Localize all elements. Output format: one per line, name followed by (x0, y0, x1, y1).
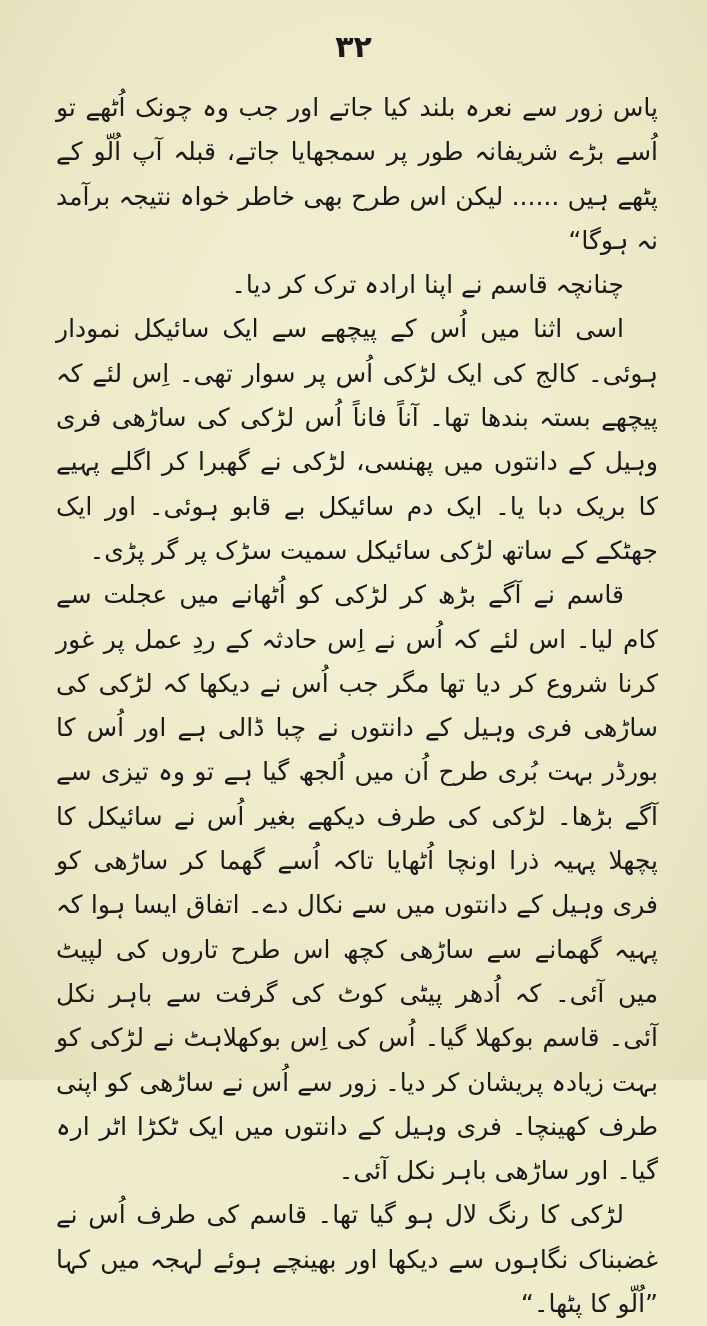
paragraph: پاس زور سے نعرہ بلند کیا جاتے اور جب وہ چونک اُٹھے تو اُسے بڑے شریفانہ طور پر سمجھایا جاتے، قبلہ آپ اُلّو کے پٹھے ہیں ...... لیکن اس طرح بھی خاطر خواہ نتیجہ برآمد نہ ہوگا“ (56, 93, 658, 255)
paragraph: قاسم نے آگے بڑھ کر لڑکی کو اُٹھانے میں عجلت سے کام لیا۔ اس لئے کہ اُس نے اِس حادثہ کے ردِ عمل پر غور کرنا شروع کر دیا تھا مگر جب اُس نے دیکھا کہ لڑکی کی ساڑھی فری وہیل کے دانتوں نے چبا ڈالی ہے اور اُس کا بورڈر بہت بُری طرح اُن میں اُلجھ گیا ہے تو وہ تیزی سے آگے بڑھا۔ لڑکی کی طرف دیکھے بغیر اُس نے سائیکل کا پچھلا پہیہ ذرا اونچا اُٹھایا تاکہ اُسے گھما کر ساڑھی کو فری وہیل کے دانتوں میں سے نکال دے۔ اتفاق ایسا ہوا کہ پہیہ گھمانے سے ساڑھی کچھ اس طرح تاروں کی لپیٹ میں آئی۔ کہ اُدھر پیٹی کوٹ کی گرفت سے باہر نکل آئی۔ قاسم بوکھلا گیا۔ اُس کی اِس بوکھلاہٹ نے لڑکی کو بہت زیادہ پریشان کر دیا۔ زور سے اُس نے ساڑھی کو اپنی طرف کھینچا۔ فری وہیل کے دانتوں میں ایک ٹکڑا اٹر ارہ گیا۔ اور ساڑھی باہر نکل آئی۔ (56, 580, 658, 1186)
paragraph: اسی اثنا میں اُس کے پیچھے سے ایک سائیکل نمودار ہوئی۔ کالج کی ایک لڑکی اُس پر سوار تھی۔ اِس لئے کہ پیچھے بستہ بندھا تھا۔ آناً فاناً اُس لڑکی کی ساڑھی فری وہیل کے دانتوں میں پھنسی، لڑکی نے گھبرا کر اگلے پہیے کا بریک دبا یا۔ ایک دم سائیکل بے قابو ہوئی۔ اور ایک جھٹکے کے ساتھ لڑکی سائیکل سمیت سڑک پر گر پڑی۔ (56, 314, 658, 565)
paragraph: لڑکی کا رنگ لال ہو گیا تھا۔ قاسم کی طرف اُس نے غضبناک نگاہوں سے دیکھا اور بھینچے ہوئے لہجہ میں کہا ”اُلّو کا پٹھا۔“ (56, 1200, 658, 1319)
page-number: ۳۲ (335, 30, 372, 65)
page-body (56, 86, 658, 1326)
paragraph: چنانچہ قاسم نے اپنا ارادہ ترک کر دیا۔ (231, 270, 624, 300)
